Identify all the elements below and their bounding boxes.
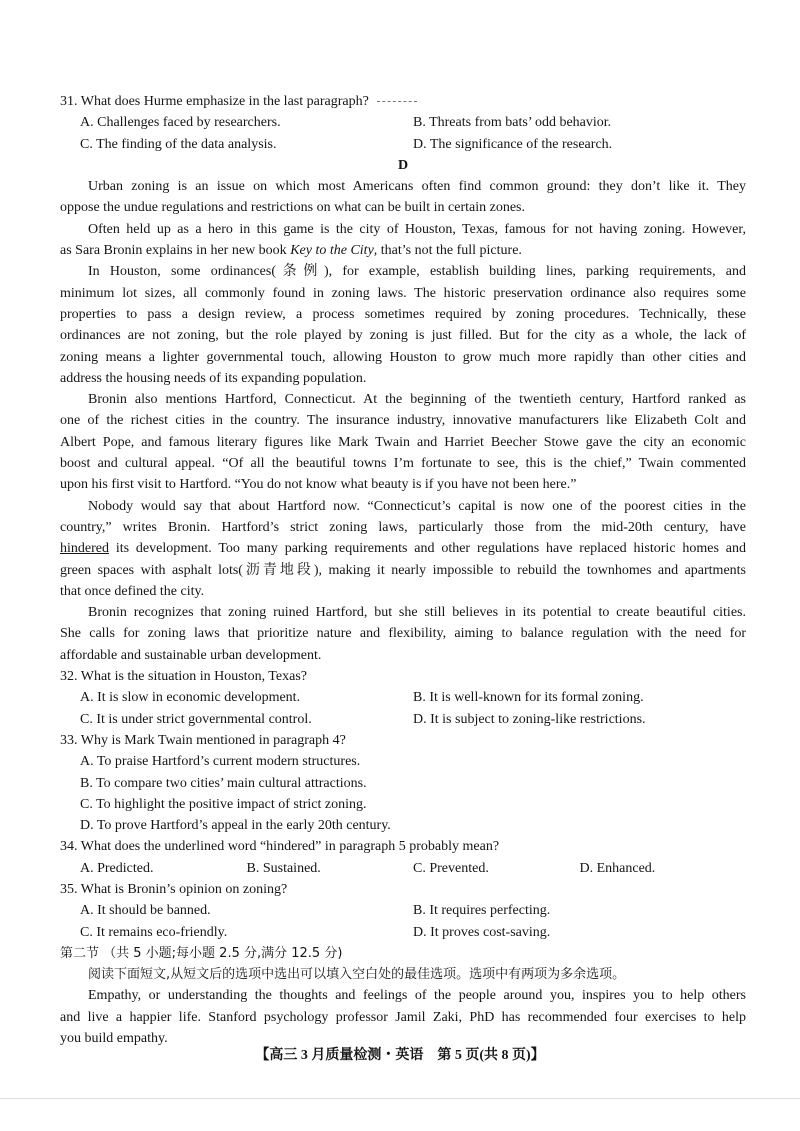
option-b: B. Sustained. [246,860,321,876]
passage-line: you build empathy. [60,1031,168,1047]
text: , that’s not the full picture. [373,243,522,259]
option-d: D. Enhanced. [579,860,656,876]
option-d: D. The significance of the research. [413,136,613,152]
passage-line: Bronin also mentions Hartford, Connecticut. At the beginning of the twentieth century, Hartford ranked as [88,392,746,408]
passage-line: Urban zoning is an issue on which most Americans often find common ground: they don’t like it. They [88,179,746,195]
option-d: D. To prove Hartford’s appeal in the early 20th century. [80,818,391,834]
passage-line: Bronin recognizes that zoning ruined Hartford, but she still believes in its potential to create beautiful cities. [88,605,746,621]
passage-line: and live a happier life. Stanford psychology professor Jamil Zaki, PhD has recommended four exercises to help [60,1009,746,1025]
passage-line: oppose the undue regulations and restrictions on what can be built in certain zones. [60,200,525,216]
dash-mark [377,101,417,102]
option-a: A. It is slow in economic development. [80,690,301,706]
text: as Sara Bronin explains in her new book [60,243,291,259]
options-row [60,900,746,921]
option-b: B. It is well-known for its formal zoning. [413,690,644,706]
option-d: D. It is subject to zoning-like restrictions. [413,711,646,727]
option-a: A. Challenges faced by researchers. [80,115,281,131]
option-c: C. To highlight the positive impact of strict zoning. [80,796,367,812]
section-label: D [397,157,409,173]
passage-line: She calls for zoning laws that prioritize nature and flexibility, aiming to balance regulation with the need for [60,626,746,642]
question-31 [60,91,746,112]
part2-heading: 第二节 （共 5 小题;每小题 2.5 分,满分 12.5 分) [60,945,343,961]
option-c: C. It remains eco-friendly. [80,924,228,940]
options-row [60,134,746,155]
passage-line: In Houston, some ordinances(条例), for example, establish building lines, parking requirements, and [88,264,746,280]
option-a: A. Predicted. [80,860,154,876]
option-a: A. It should be banned. [80,903,211,919]
option-c: C. Prevented. [413,860,489,876]
passage-line [60,538,746,559]
option-b: B. To compare two cities’ main cultural attractions. [80,775,367,791]
passage-line: minimum lot sizes, all commonly found in zoning laws. The historic preservation ordinance also requires some [60,285,746,301]
options-row [60,922,746,943]
underlined-word: hindered [60,541,109,557]
passage-line: Nobody would say that about Hartford now. “Connecticut’s capital is now one of the poorest cities in the [88,498,746,514]
option-b: B. Threats from bats’ odd behavior. [413,115,612,131]
question-32: 32. What is the situation in Houston, Texas? [60,669,307,685]
passage-line: Empathy, or understanding the thoughts and feelings of the people around you, inspires you to help others [88,988,746,1004]
options-row [60,709,746,730]
options-row [60,687,746,708]
question-33: 33. Why is Mark Twain mentioned in paragraph 4? [60,732,346,748]
question-34: 34. What does the underlined word “hindered” in paragraph 5 probably mean? [60,839,500,855]
passage-line: properties to pass a design review, a process sometimes required by zoning procedures. Technically, these [60,306,746,322]
book-title: Key to the City [290,243,374,259]
options-row [60,858,746,879]
option-a: A. To praise Hartford’s current modern structures. [80,754,361,770]
options-row [60,112,746,133]
option-c: C. It is under strict governmental control. [80,711,312,727]
passage-line: country,” writes Bronin. Hartford’s strict zoning laws, particularly those from the mid-20th century, have [60,519,746,535]
question-stem: 31. What does Hurme emphasize in the last paragraph? [60,94,369,109]
passage-line: that once defined the city. [60,583,205,599]
passage-line: upon his first visit to Hartford. “You do not know what beauty is if you have not been here.” [60,477,577,493]
divider [0,1098,800,1099]
page-footer: 【高三 3 月质量检测・英语 第 5 页(共 8 页)】 [255,1048,545,1063]
part2-instruction: 阅读下面短文,从短文后的选项中选出可以填入空白处的最佳选项。选项中有两项为多余选项。 [88,967,626,983]
passage-line [60,240,746,261]
text: its development. Too many parking requirements and other regulations have replaced historic homes and [108,541,746,557]
option-d: D. It proves cost-saving. [413,924,551,940]
passage-line: one of the richest cities in the country. The insurance industry, innovative manufacturers like Elizabeth Colt and [60,413,746,429]
passage-line: Albert Pope, and famous literary figures like Mark Twain and Harriet Beecher Stowe gave the city an economic [60,434,746,450]
question-35: 35. What is Bronin’s opinion on zoning? [60,881,288,897]
passage-line: boost and cultural appeal. “Of all the beautiful towns I’m fortunate to see, this is the chief,” Twain commented [60,456,746,472]
passage-line: address the housing needs of its expanding population. [60,370,367,386]
passage-line: ordinances are not zoning, but the role played by zoning is just filled. But for the city as a whole, the lack of [60,328,746,344]
passage-line: Often held up as a hero in this game is the city of Houston, Texas, famous for not having zoning. However, [88,221,746,237]
passage-line: green spaces with asphalt lots(沥青地段), making it nearly impossible to rebuild the townhomes and apartments [60,562,746,578]
option-b: B. It requires perfecting. [413,903,551,919]
passage-line: affordable and sustainable urban development. [60,647,322,663]
passage-line: zoning means a lighter governmental touch, allowing Houston to grow much more rapidly than other cities and [60,349,746,365]
option-c: C. The finding of the data analysis. [80,136,277,152]
